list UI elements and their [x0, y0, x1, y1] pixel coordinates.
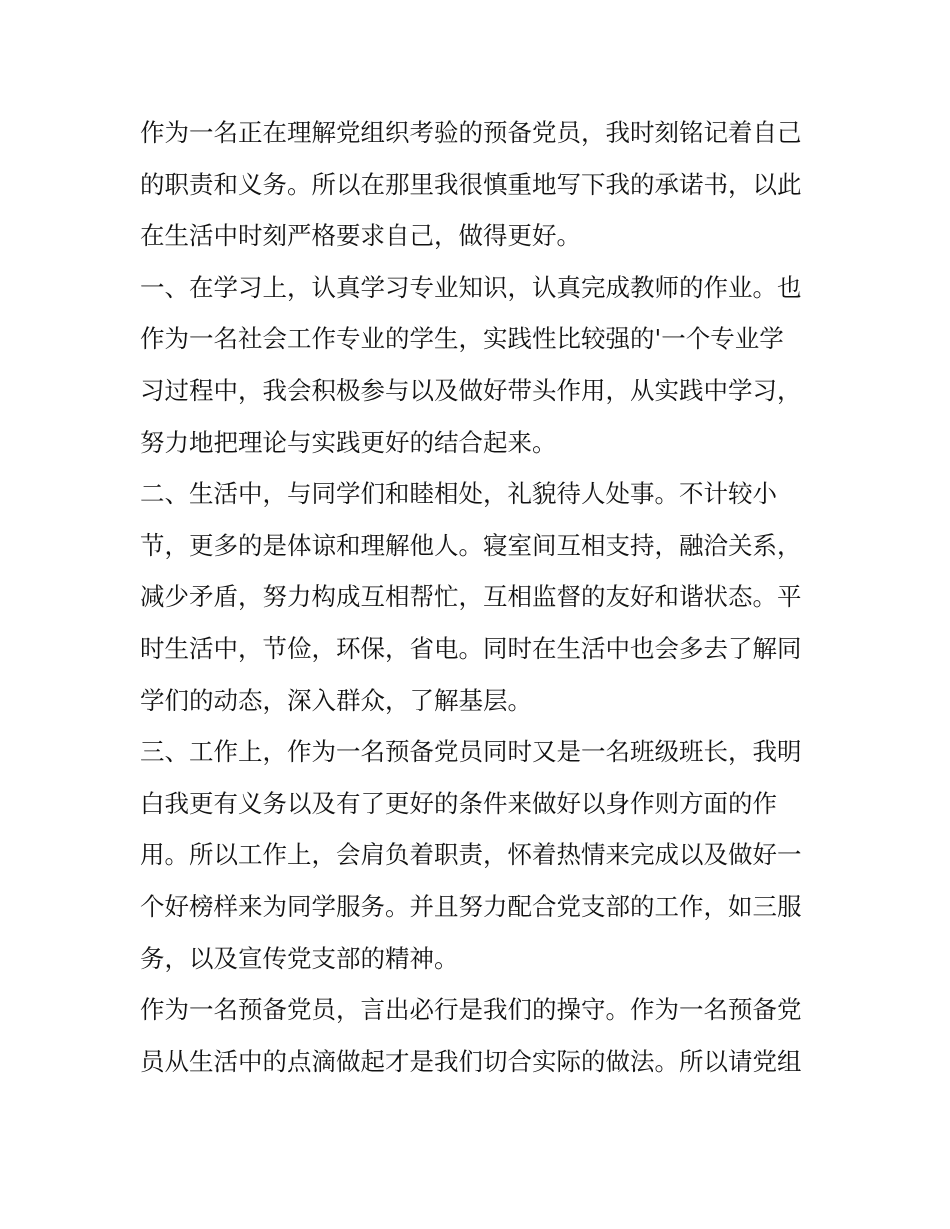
text-line: 三、工作上，作为一名预备党员同时又是一名班级班长，我明 — [140, 737, 802, 767]
text-line: 在生活中时刻严格要求自己，做得更好。 — [140, 221, 581, 251]
text-line: 二、生活中，与同学们和睦相处，礼貌待人处事。不计较小 — [140, 479, 777, 509]
text-line: 学们的动态，深入群众，了解基层。 — [140, 685, 532, 715]
text-line: 一、在学习上，认真学习专业知识，认真完成教师的作业。也 — [140, 272, 802, 302]
text-line: 务，以及宣传党支部的精神。 — [140, 943, 459, 973]
text-line: 时生活中，节俭，环保，省电。同时在生活中也会多去了解同 — [140, 633, 802, 663]
text-line: 用。所以工作上，会肩负着职责，怀着热情来完成以及做好一 — [140, 840, 802, 870]
text-line: 白我更有义务以及有了更好的条件来做好以身作则方面的作 — [140, 788, 777, 818]
text-line: 个好榜样来为同学服务。并且努力配合党支部的工作，如三服 — [140, 891, 802, 921]
text-line: 作为一名预备党员，言出必行是我们的操守。作为一名预备党 — [140, 995, 802, 1025]
text-line: 减少矛盾，努力构成互相帮忙，互相监督的友好和谐状态。平 — [140, 582, 802, 612]
text-line: 员从生活中的点滴做起才是我们切合实际的做法。所以请党组 — [140, 1046, 802, 1076]
text-line: 节，更多的是体谅和理解他人。寝室间互相支持，融洽关系， — [140, 530, 802, 560]
text-line: 习过程中，我会积极参与以及做好带头作用，从实践中学习， — [140, 375, 802, 405]
text-line: 作为一名社会工作专业的学生，实践性比较强的'一个专业学 — [140, 324, 784, 354]
text-line: 努力地把理论与实践更好的结合起来。 — [140, 427, 557, 457]
text-line: 的职责和义务。所以在那里我很慎重地写下我的承诺书，以此 — [140, 169, 802, 199]
document-body — [140, 107, 816, 1087]
text-line: 作为一名正在理解党组织考验的预备党员，我时刻铭记着自己 — [140, 118, 802, 147]
